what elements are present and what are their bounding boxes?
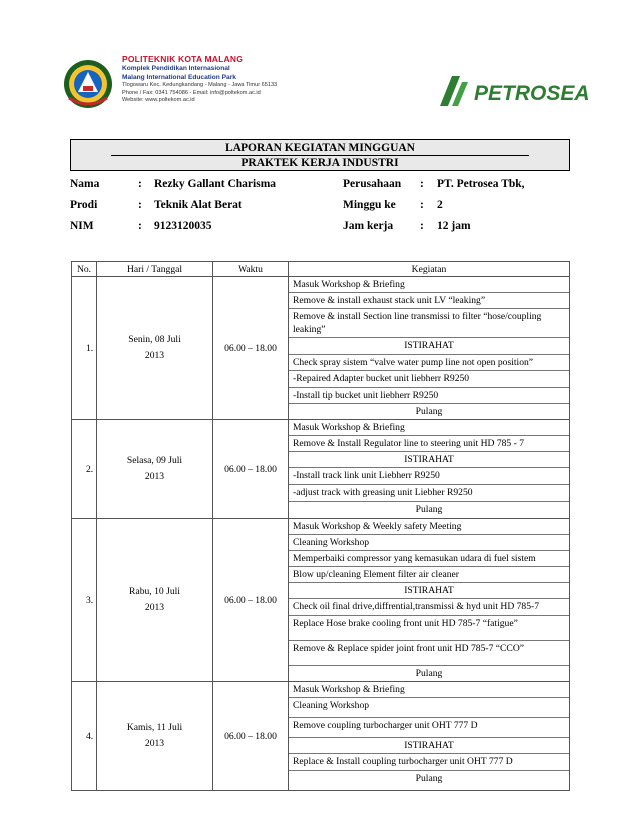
activity-item: -Install track link unit Liebherr R9250	[289, 468, 569, 485]
table-row	[72, 420, 570, 519]
separator: :	[420, 178, 424, 190]
minggu-value: 2	[437, 199, 443, 211]
poltek-sub1: Komplek Pendidikan Internasional	[122, 65, 230, 72]
activity-item: Remove & Replace spider joint front unit HD 785-7 “CCO”	[289, 641, 569, 666]
poltek-website: Website: www.poltekom.ac.id	[122, 97, 195, 103]
row-number: 2.	[72, 420, 97, 519]
report-subtitle: PRAKTEK KERJA INDUSTRI	[241, 157, 399, 169]
activity-item: Cleaning Workshop	[289, 698, 569, 718]
activity-table	[71, 261, 570, 791]
header-no: No.	[72, 262, 97, 277]
row-activities	[289, 277, 570, 420]
perusahaan-value: PT. Petrosea Tbk,	[437, 178, 525, 190]
activity-item: Pulang	[415, 668, 443, 679]
activity-item: Masuk Workshop & Briefing	[289, 420, 569, 436]
row-date	[97, 420, 213, 519]
jam-label: Jam kerja	[343, 220, 394, 232]
nim-value: 9123120035	[154, 220, 212, 232]
table-row	[72, 519, 570, 682]
activity-item: Pulang	[415, 406, 443, 417]
activity-item: Masuk Workshop & Briefing	[289, 682, 569, 698]
nim-label: NIM	[70, 220, 94, 232]
header-time: Waktu	[213, 262, 289, 277]
activity-item: Pulang	[415, 773, 443, 784]
activity-item: -Install tip bucket unit liebherr R9250	[289, 388, 569, 404]
minggu-label: Minggu ke	[343, 199, 396, 211]
activity-item: Remove coupling turbocharger unit OHT 777 D	[289, 718, 569, 738]
activity-item: Remove & install exhaust stack unit LV “leaking”	[289, 293, 569, 309]
nama-value: Rezky Gallant Charisma	[154, 178, 277, 190]
separator: :	[138, 178, 142, 190]
perusahaan-label: Perusahaan	[343, 178, 402, 190]
row-activities	[289, 420, 570, 519]
activity-item: ISTIRAHAT	[289, 338, 569, 355]
row-number: 1.	[72, 277, 97, 420]
poltek-address: Tlogowaru Kec. Kedungkandang - Malang - Jawa Timur 65133	[122, 82, 278, 88]
activity-item: -adjust track with greasing unit Liebher R9250	[289, 485, 569, 502]
table-row	[72, 682, 570, 791]
activity-item: ISTIRAHAT	[289, 452, 569, 468]
activity-item: Blow up/cleaning Element filter air cleaner	[289, 567, 569, 583]
separator: :	[420, 220, 424, 232]
row-time: 06.00 – 18.00	[213, 519, 289, 682]
row-date	[97, 682, 213, 791]
row-time: 06.00 – 18.00	[213, 682, 289, 791]
activity-item: Masuk Workshop & Briefing	[289, 277, 569, 293]
activity-item: Remove & Install Regulator line to steering unit HD 785 - 7	[289, 436, 569, 452]
separator: :	[420, 199, 424, 211]
separator: :	[138, 220, 142, 232]
row-year: 2013	[144, 471, 165, 482]
row-activities	[289, 519, 570, 682]
poltek-sub2: Malang International Education Park	[122, 74, 236, 81]
activity-item: Memperbaiki compressor yang kemasukan udara di fuel sistem	[289, 551, 569, 567]
petrosea-logo	[438, 70, 588, 108]
activity-item: ISTIRAHAT	[289, 738, 569, 754]
table-header-row	[72, 262, 570, 277]
jam-value: 12 jam	[437, 220, 471, 232]
row-day: Kamis, 11 Juli	[126, 722, 183, 733]
table-row	[72, 277, 570, 420]
prodi-value: Teknik Alat Berat	[154, 199, 242, 211]
activity-item: Masuk Workshop & Weekly safety Meeting	[289, 519, 569, 535]
row-time: 06.00 – 18.00	[213, 277, 289, 420]
row-year: 2013	[144, 350, 165, 361]
row-day: Selasa, 09 Juli	[126, 455, 183, 466]
activity-item: Pulang	[415, 504, 443, 515]
activity-item: Replace Hose brake cooling front unit HD 785-7 “fatigue”	[289, 616, 569, 641]
row-date	[97, 277, 213, 420]
row-activities	[289, 682, 570, 791]
row-year: 2013	[144, 602, 165, 613]
petrosea-wordmark: PETROSEA	[474, 82, 588, 105]
poltek-name: POLITEKNIK KOTA MALANG	[122, 54, 244, 64]
header-activity: Kegiatan	[289, 262, 570, 277]
report-title-box	[70, 139, 570, 171]
row-year: 2013	[144, 738, 165, 749]
activity-item: Check oil final drive,diffrential,transmissi & hyd unit HD 785-7	[289, 599, 569, 616]
row-number: 4.	[72, 682, 97, 791]
row-time: 06.00 – 18.00	[213, 420, 289, 519]
nama-label: Nama	[70, 178, 100, 190]
poltek-logo	[63, 58, 113, 110]
activity-item: Replace & Install coupling turbocharger unit OHT 777 D	[289, 754, 569, 771]
row-day: Senin, 08 Juli	[128, 334, 181, 345]
activity-item: ISTIRAHAT	[289, 583, 569, 599]
report-title: LAPORAN KEGIATAN MINGGUAN	[225, 142, 415, 154]
activity-item: Cleaning Workshop	[289, 535, 569, 551]
activity-item: -Repaired Adapter bucket unit liebherr R9250	[289, 371, 569, 388]
poltek-contact: Phone / Fax: 0341 754086 - Email: info@poltekom.ac.id	[122, 89, 261, 96]
header-day: Hari / Tanggal	[97, 262, 213, 277]
activity-item: Remove & install Section line transmissi to filter “hose/coupling leaking”	[289, 309, 569, 338]
row-date	[97, 519, 213, 682]
table-body	[72, 277, 570, 791]
row-day: Rabu, 10 Juli	[129, 586, 180, 597]
row-number: 3.	[72, 519, 97, 682]
separator: :	[138, 199, 142, 211]
prodi-label: Prodi	[70, 199, 98, 211]
poltek-letterhead	[122, 54, 322, 105]
activity-item: Check spray sistem “valve water pump line not open position”	[289, 355, 569, 371]
